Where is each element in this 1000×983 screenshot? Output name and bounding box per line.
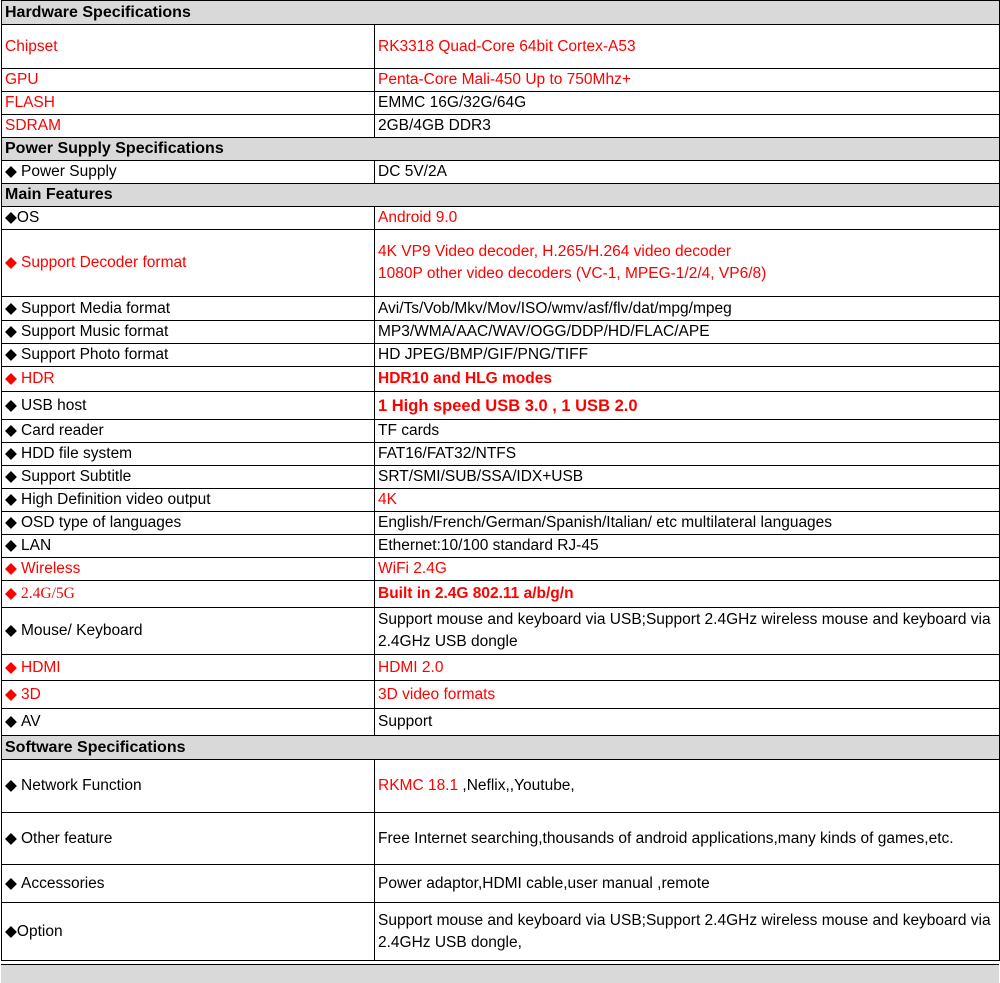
- bullet-diamond-icon: ◆: [5, 922, 17, 940]
- section-title: Software Specifications: [2, 736, 1000, 760]
- row-label: [2, 297, 375, 321]
- row-value: DC 5V/2A: [375, 161, 1000, 184]
- row-value: 3D video formats: [375, 681, 1000, 709]
- row-sdram: [2, 115, 1000, 138]
- row-label-text: LAN: [21, 537, 52, 554]
- bullet-diamond-icon: ◆: [5, 323, 17, 340]
- value-line: 1080P other video decoders (VC-1, MPEG-1/2/4, VP6/8): [378, 265, 767, 282]
- bullet-diamond-icon: ◆: [5, 514, 17, 531]
- row-label-text: High Definition video output: [21, 491, 211, 508]
- row-hd-output: [2, 489, 1000, 512]
- row-photo: [2, 344, 1000, 367]
- row-label: [2, 681, 375, 709]
- row-label: [2, 558, 375, 581]
- row-value: MP3/WMA/AAC/WAV/OGG/DDP/HD/FLAC/APE: [375, 321, 1000, 344]
- bullet-diamond-icon: ◆: [5, 468, 17, 485]
- section-hardware: [2, 1, 1000, 25]
- row-osd: [2, 512, 1000, 535]
- row-value: Android 9.0: [375, 207, 1000, 230]
- bullet-diamond-icon: ◆: [5, 560, 17, 577]
- row-label-text: Support Decoder format: [21, 254, 187, 271]
- row-label-text: Support Music format: [21, 323, 169, 340]
- row-label-text: OSD type of languages: [21, 514, 182, 531]
- bullet-diamond-icon: ◆: [5, 254, 17, 271]
- row-band: [2, 581, 1000, 608]
- row-label-text: Option: [16, 922, 63, 940]
- row-label-text: HDD file system: [21, 445, 133, 462]
- bullet-diamond-icon: ◆: [5, 537, 17, 554]
- row-label: [2, 512, 375, 535]
- row-lan: [2, 535, 1000, 558]
- row-label: [2, 489, 375, 512]
- row-label: [2, 581, 375, 608]
- row-value: English/French/German/Spanish/Italian/ etc multilateral languages: [375, 512, 1000, 535]
- row-value: Ethernet:10/100 standard RJ-45: [375, 535, 1000, 558]
- row-flash: [2, 92, 1000, 115]
- row-label: [2, 230, 375, 297]
- row-label-text: HDR: [21, 370, 55, 387]
- row-power-supply: [2, 161, 1000, 184]
- row-hdmi: [2, 655, 1000, 681]
- row-label: [2, 865, 375, 903]
- row-value: TF cards: [375, 420, 1000, 443]
- bullet-diamond-icon: ◆: [5, 396, 17, 414]
- row-value: WiFi 2.4G: [375, 558, 1000, 581]
- bullet-diamond-icon: ◆: [5, 445, 17, 462]
- row-label-text: USB host: [21, 396, 87, 414]
- row-network: [2, 760, 1000, 813]
- row-value: 2GB/4GB DDR3: [375, 115, 1000, 138]
- row-card-reader: [2, 420, 1000, 443]
- row-value: HDR10 and HLG modes: [375, 367, 1000, 392]
- row-label: [2, 420, 375, 443]
- value-line: 4K VP9 Video decoder, H.265/H.264 video decoder: [378, 243, 732, 260]
- row-label: [2, 466, 375, 489]
- row-label-text: Support Photo format: [21, 346, 169, 363]
- row-value: 1 High speed USB 3.0 , 1 USB 2.0: [375, 392, 1000, 420]
- value-highlight: RKMC 18.1: [378, 777, 459, 794]
- row-label: FLASH: [2, 92, 375, 115]
- row-wireless: [2, 558, 1000, 581]
- row-3d: [2, 681, 1000, 709]
- bullet-diamond-icon: ◆: [5, 422, 17, 439]
- section-software: [2, 736, 1000, 760]
- row-label: [2, 321, 375, 344]
- row-label: [2, 903, 375, 961]
- row-label-text: Wireless: [21, 560, 81, 577]
- row-value: Penta-Core Mali-450 Up to 750Mhz+: [375, 69, 1000, 92]
- row-option: [2, 903, 1000, 961]
- row-value: 4K: [375, 489, 1000, 512]
- row-label: [2, 443, 375, 466]
- bullet-diamond-icon: ◆: [5, 829, 17, 847]
- row-label: GPU: [2, 69, 375, 92]
- bullet-diamond-icon: ◆: [5, 585, 17, 602]
- row-value: FAT16/FAT32/NTFS: [375, 443, 1000, 466]
- section-title: Power Supply Specifications: [2, 138, 1000, 161]
- row-label-text: Network Function: [21, 777, 142, 794]
- row-label-text: Support Media format: [21, 299, 171, 317]
- row-label-text: Accessories: [21, 874, 105, 892]
- row-subtitle: [2, 466, 1000, 489]
- row-label-text: HDMI: [21, 658, 61, 676]
- row-label: [2, 392, 375, 420]
- value-rest: ,Neflix,,Youtube,: [458, 777, 575, 794]
- bullet-diamond-icon: ◆: [5, 685, 17, 703]
- bullet-diamond-icon: ◆: [5, 209, 17, 226]
- row-chipset: [2, 25, 1000, 69]
- row-value: RK3318 Quad-Core 64bit Cortex-A53: [375, 25, 1000, 69]
- row-gpu: [2, 69, 1000, 92]
- row-label-text: Support Subtitle: [21, 468, 132, 485]
- row-value: [375, 230, 1000, 297]
- row-label-text: OS: [16, 209, 40, 226]
- row-value: Support mouse and keyboard via USB;Support 2.4GHz wireless mouse and keyboard via 2.4GHz USB dongle,: [375, 903, 1000, 961]
- bullet-diamond-icon: ◆: [5, 370, 17, 387]
- row-mouse-keyboard: [2, 608, 1000, 655]
- row-value: EMMC 16G/32G/64G: [375, 92, 1000, 115]
- row-value: Free Internet searching,thousands of android applications,many kinds of games,etc.: [375, 813, 1000, 865]
- row-os: [2, 207, 1000, 230]
- row-label: [2, 608, 375, 655]
- row-value: [375, 760, 1000, 813]
- bottom-gray-bar: [1, 964, 999, 983]
- row-value: Support mouse and keyboard via USB;Support 2.4GHz wireless mouse and keyboard via 2.4GHz USB dongle: [375, 608, 1000, 655]
- row-hdd: [2, 443, 1000, 466]
- row-other-feature: [2, 813, 1000, 865]
- row-hdr: [2, 367, 1000, 392]
- row-label: [2, 344, 375, 367]
- row-label-text: 3D: [21, 685, 41, 703]
- row-value: Support: [375, 709, 1000, 736]
- row-label: [2, 535, 375, 558]
- section-power: [2, 138, 1000, 161]
- bullet-diamond-icon: ◆: [5, 622, 17, 639]
- row-label: [2, 207, 375, 230]
- row-label-text: Mouse/ Keyboard: [21, 622, 143, 639]
- bullet-diamond-icon: ◆: [5, 491, 17, 508]
- bullet-diamond-icon: ◆: [5, 346, 17, 363]
- bullet-diamond-icon: ◆: [5, 713, 17, 730]
- row-value: HD JPEG/BMP/GIF/PNG/TIFF: [375, 344, 1000, 367]
- row-label: [2, 367, 375, 392]
- row-decoder: [2, 230, 1000, 297]
- spec-table: [1, 0, 1000, 961]
- row-value: Built in 2.4G 802.11 a/b/g/n: [375, 581, 1000, 608]
- row-label: [2, 655, 375, 681]
- row-label-text: Card reader: [21, 422, 104, 439]
- row-av: [2, 709, 1000, 736]
- row-label: [2, 813, 375, 865]
- row-label: [2, 709, 375, 736]
- bullet-diamond-icon: ◆: [5, 299, 17, 317]
- row-label-text: AV: [21, 713, 41, 730]
- row-label: SDRAM: [2, 115, 375, 138]
- row-label-text: Power Supply: [21, 163, 117, 180]
- row-music: [2, 321, 1000, 344]
- section-title: Hardware Specifications: [2, 1, 1000, 25]
- row-usb: [2, 392, 1000, 420]
- row-accessories: [2, 865, 1000, 903]
- bullet-diamond-icon: ◆: [5, 163, 17, 180]
- row-label: [2, 760, 375, 813]
- section-main: [2, 184, 1000, 207]
- row-label: [2, 161, 375, 184]
- row-value: SRT/SMI/SUB/SSA/IDX+USB: [375, 466, 1000, 489]
- row-value: Avi/Ts/Vob/Mkv/Mov/ISO/wmv/asf/flv/dat/mpg/mpeg: [375, 297, 1000, 321]
- row-value: HDMI 2.0: [375, 655, 1000, 681]
- row-value: Power adaptor,HDMI cable,user manual ,remote: [375, 865, 1000, 903]
- row-label-text: 2.4G/5G: [21, 585, 75, 602]
- bullet-diamond-icon: ◆: [5, 777, 17, 794]
- bullet-diamond-icon: ◆: [5, 874, 17, 892]
- row-label-text: Other feature: [21, 829, 113, 847]
- row-label: Chipset: [2, 25, 375, 69]
- section-title: Main Features: [2, 184, 1000, 207]
- row-media: [2, 297, 1000, 321]
- bullet-diamond-icon: ◆: [5, 658, 17, 676]
